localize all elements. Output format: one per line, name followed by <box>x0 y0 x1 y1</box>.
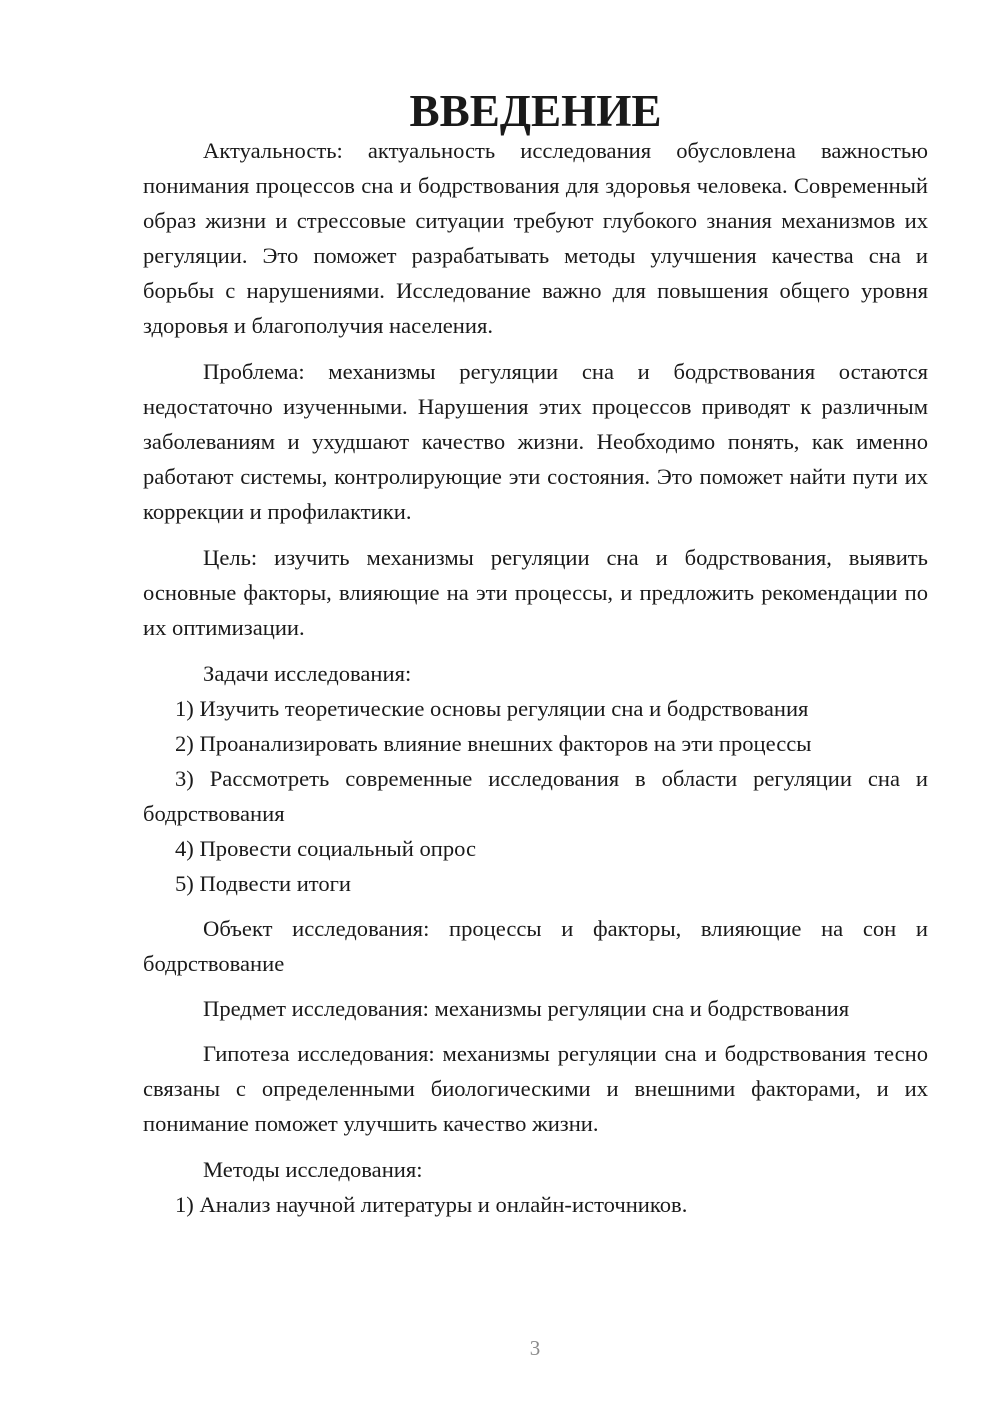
task-item: 5) Подвести итоги <box>175 871 352 896</box>
relevance-paragraph: Актуальность: актуальность исследования обусловлена важностью понимания процессов сна и бодрствования для здоровья человека. Современный образ жизни и стрессовые ситуации требуют глубокого знания механизмов их регуляции. Это поможет разрабатывать методы улучшения качества сна и борьбы с нарушениями. Исследование важно для повышения общего уровня здоровья и благополучия населения. <box>143 138 928 338</box>
subject-paragraph: Предмет исследования: механизмы регуляции сна и бодрствования <box>203 996 850 1021</box>
goal-paragraph: Цель: изучить механизмы регуляции сна и бодрствования, выявить основные факторы, влияющие на эти процессы, и предложить рекомендации по их оптимизации. <box>143 545 928 640</box>
tasks-title: Задачи исследования: <box>203 661 412 686</box>
task-item: 4) Провести социальный опрос <box>175 836 477 861</box>
task-item: 1) Изучить теоретические основы регуляции сна и бодрствования <box>175 696 809 721</box>
page-content <box>143 86 928 1222</box>
problem-paragraph: Проблема: механизмы регуляции сна и бодрствования остаются недостаточно изученными. Нарушения этих процессов приводят к различным заболеваниям и ухудшают качество жизни. Необходимо понять, как именно работают системы, контролирующие эти состояния. Это поможет найти пути их коррекции и профилактики. <box>143 359 928 524</box>
task-item: 3) Рассмотреть современные исследования в области регуляции сна и бодрствования <box>143 766 928 826</box>
task-item: 2) Проанализировать влияние внешних факторов на эти процессы <box>175 731 812 756</box>
method-item: 1) Анализ научной литературы и онлайн-источников. <box>175 1192 688 1217</box>
section-heading: ВВЕДЕНИЕ <box>409 86 662 136</box>
hypothesis-paragraph: Гипотеза исследования: механизмы регуляции сна и бодрствования тесно связаны с определенными биологическими и внешними факторами, и их понимание поможет улучшить качество жизни. <box>143 1041 928 1136</box>
object-paragraph: Объект исследования: процессы и факторы, влияющие на сон и бодрствование <box>143 916 928 976</box>
page-number: 3 <box>529 1336 541 1360</box>
methods-title: Методы исследования: <box>203 1157 423 1182</box>
